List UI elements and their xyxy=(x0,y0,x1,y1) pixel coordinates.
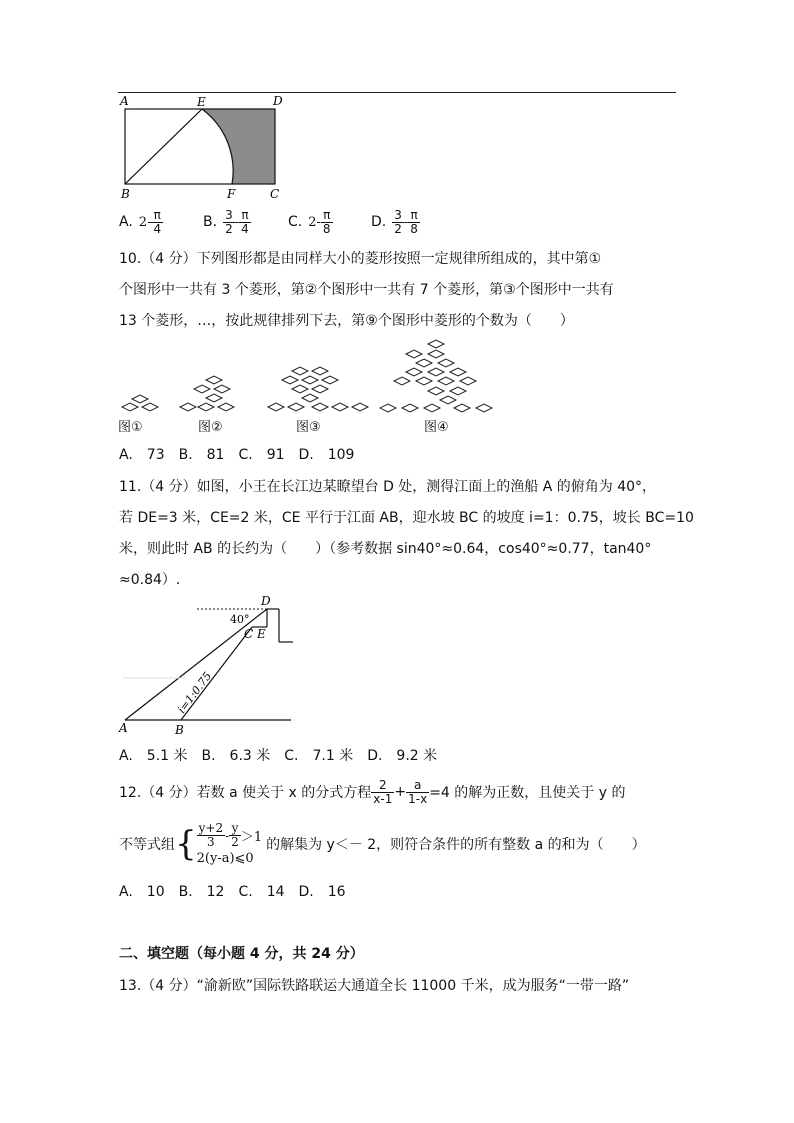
q11-label-d: D xyxy=(261,594,271,608)
q12-line-2-end: 的解集为 y＜－ 2，则符合条件的所有整数 a 的和为（ ） xyxy=(266,837,646,853)
q11-line-1: 11.（4 分）如图，小王在长江边某瞭望台 D 处，测得江面上的渔船 A 的俯角为 40°， xyxy=(119,479,657,495)
q12-fraction-1: $\frac{2}{x-1}$ xyxy=(373,777,393,806)
q11-label-e: E xyxy=(257,627,266,641)
q9-label-e: E xyxy=(197,95,206,109)
q9-option-c: C. 2 - $\frac{\pi}{8}$ xyxy=(288,207,331,236)
q10-caption-2: 图② xyxy=(198,420,223,435)
q12-plus: + xyxy=(394,784,407,800)
q12-line-1-start: 12.（4 分）若数 a 使关于 x 的分式方程 xyxy=(119,785,372,801)
q9-label-f: F xyxy=(227,187,236,201)
q12-line-1-end: =4 的解为正数，且使关于 y 的 xyxy=(429,785,626,801)
q11-label-a: A xyxy=(119,721,128,735)
q10-caption-3: 图③ xyxy=(296,420,321,435)
q12-fraction-2: $\frac{a}{1-x}$ xyxy=(408,777,428,806)
q12-inequalities: $\frac{y+2}{3}$ - $\frac{y}{2}$ ＞1 2(y-a)⩽0 xyxy=(196,821,263,866)
q13-line-1: 13.（4 分）“渝新欧”国际铁路联运大通道全长 11000 千米，成为服务“一带一路” xyxy=(119,978,630,994)
q12-line-2-start: 不等式组 xyxy=(119,837,175,853)
q11-line-4: ≈0.84）. xyxy=(119,572,181,588)
q11-label-b: B xyxy=(175,723,184,737)
q10-rhombus-pattern xyxy=(118,336,508,418)
q11-options: A. 5.1 米 B. 6.3 米 C. 7.1 米 D. 9.2 米 xyxy=(119,748,438,764)
q11-line-3: 米，则此时 AB 的长约为（ ）（参考数据 sin40°≈0.64，cos40°≈0.77，tan40° xyxy=(119,541,652,557)
q10-line-2: 个图形中一共有 3 个菱形，第②个图形中一共有 7 个菱形，第③个图形中一共有 xyxy=(119,282,614,298)
q9-shaded-region xyxy=(202,109,275,184)
q9-option-d: D. $\frac{3}{2}$ - $\frac{\pi}{8}$ xyxy=(371,207,418,236)
q9-label-c: C xyxy=(270,187,280,201)
q11-label-slope: i=1:0.75 xyxy=(175,669,215,716)
q9-diagonal-be xyxy=(125,109,202,184)
q11-label-angle: 40° xyxy=(230,613,250,626)
q12-options: A. 10 B. 12 C. 14 D. 16 xyxy=(119,884,346,900)
q11-label-c: C xyxy=(244,627,254,641)
q10-caption-1: 图① xyxy=(118,420,143,435)
q12-line-2 xyxy=(119,815,646,873)
q12-system-brace: { xyxy=(175,824,197,864)
q9-figure xyxy=(115,92,295,202)
q11-figure xyxy=(115,592,300,740)
q10-figures xyxy=(118,336,508,436)
q11-line-2: 若 DE=3 米，CE=2 米，CE 平行于江面 AB，迎水坡 BC 的坡度 i=1：0.75，坡长 BC=10 xyxy=(119,510,694,526)
q10-caption-4: 图④ xyxy=(424,420,449,435)
q9-option-a: A. 2 - $\frac{\pi}{4}$ xyxy=(119,207,162,236)
q9-label-d: D xyxy=(273,94,283,108)
q9-label-a: A xyxy=(120,94,129,108)
q12-line-1 xyxy=(119,772,625,812)
q10-line-3: 13 个菱形，…，按此规律排列下去，第⑨个图形中菱形的个数为（ ） xyxy=(119,313,574,329)
section-2-heading: 二、填空题（每小题 4 分，共 24 分） xyxy=(119,946,364,962)
q10-options: A. 73 B. 81 C. 91 D. 109 xyxy=(119,447,355,463)
q9-option-b: B. $\frac{3}{2}$ - $\frac{\pi}{4}$ xyxy=(203,207,249,236)
q9-label-b: B xyxy=(121,187,130,201)
q10-line-1: 10.（4 分）下列图形都是由同样大小的菱形按照一定规律所组成的，其中第① xyxy=(119,251,602,267)
